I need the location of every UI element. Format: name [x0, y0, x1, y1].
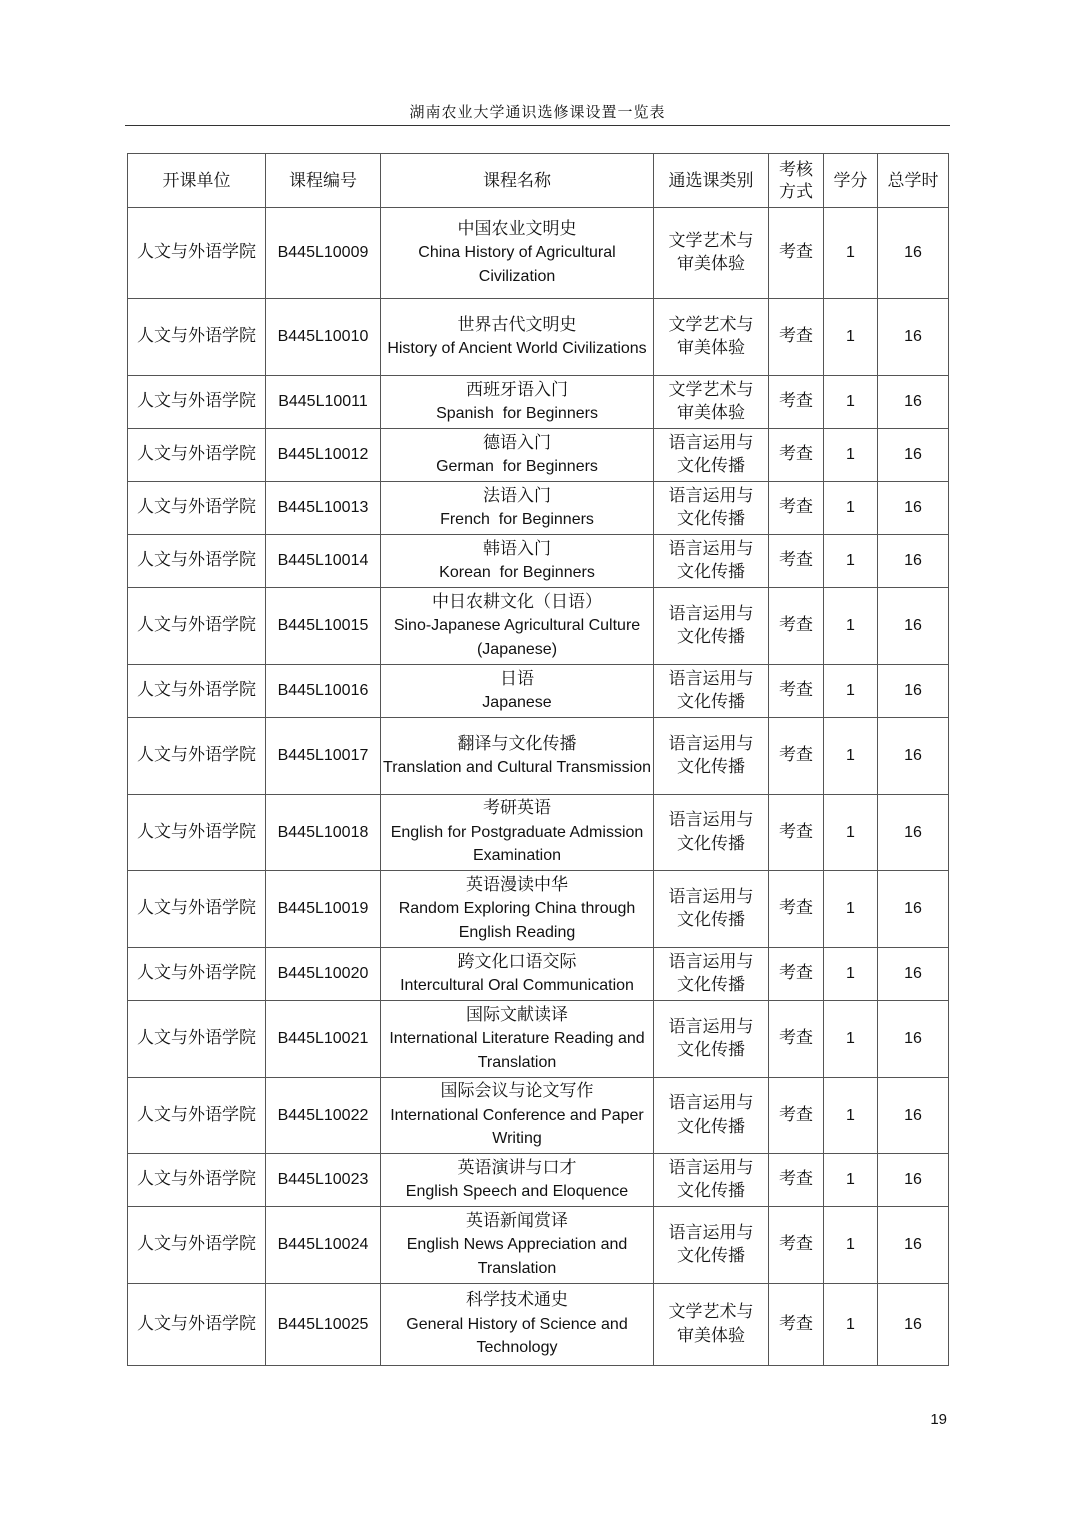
category-cell: 语言运用与文化传播	[654, 948, 769, 1001]
course-name-zh: 英语漫读中华	[466, 874, 568, 895]
column-header: 总学时	[878, 154, 949, 208]
course-name-en: Japanese	[482, 694, 552, 711]
course-name-zh: 考研英语	[483, 798, 551, 819]
table-row	[128, 376, 949, 429]
course-name-cell	[381, 795, 654, 871]
credit-cell: 1	[824, 299, 878, 376]
course-name-en: International Literature Reading and Translation	[389, 1030, 649, 1071]
table-row	[128, 588, 949, 665]
code-cell: B445L10019	[266, 871, 381, 948]
course-name-cell	[381, 1154, 654, 1207]
course-name-en: China History of Agricultural Civilization	[418, 244, 621, 285]
assessment-cell: 考查	[769, 1154, 824, 1207]
course-name-zh: 韩语入门	[483, 538, 551, 559]
course-name-cell	[381, 948, 654, 1001]
unit-cell: 人文与外语学院	[128, 588, 266, 665]
code-cell: B445L10015	[266, 588, 381, 665]
credit-cell: 1	[824, 795, 878, 871]
course-name-en: Sino-Japanese Agricultural Culture (Japanese)	[393, 617, 645, 658]
code-cell: B445L10013	[266, 482, 381, 535]
table-row	[128, 718, 949, 795]
category-cell: 语言运用与文化传播	[654, 535, 769, 588]
assessment-cell: 考查	[769, 376, 824, 429]
category-cell: 语言运用与文化传播	[654, 665, 769, 718]
course-name-zh: 中国农业文明史	[457, 218, 577, 239]
table-row	[128, 1154, 949, 1207]
hours-cell: 16	[878, 482, 949, 535]
column-header: 开课单位	[128, 154, 266, 208]
unit-cell: 人文与外语学院	[128, 299, 266, 376]
course-name-zh: 西班牙语入门	[466, 379, 568, 400]
course-name-en: Korean for Beginners	[439, 564, 595, 581]
course-name-cell	[381, 665, 654, 718]
category-cell: 文学艺术与审美体验	[654, 376, 769, 429]
category-cell: 语言运用与文化传播	[654, 429, 769, 482]
course-name-cell	[381, 588, 654, 665]
table-row	[128, 535, 949, 588]
hours-cell: 16	[878, 429, 949, 482]
table-row	[128, 1001, 949, 1078]
course-name-cell	[381, 1001, 654, 1078]
assessment-cell: 考查	[769, 948, 824, 1001]
assessment-cell: 考查	[769, 1001, 824, 1078]
code-cell: B445L10014	[266, 535, 381, 588]
category-cell: 语言运用与文化传播	[654, 1154, 769, 1207]
table-body	[128, 208, 949, 1366]
credit-cell: 1	[824, 482, 878, 535]
course-name-cell	[381, 299, 654, 376]
running-header: 湖南农业大学通识选修课设置一览表	[409, 103, 666, 121]
header-rule	[125, 125, 950, 126]
table-row	[128, 665, 949, 718]
course-name-cell	[381, 376, 654, 429]
hours-cell: 16	[878, 1078, 949, 1154]
course-name-en: History of Ancient World Civilizations	[387, 340, 647, 357]
assessment-cell: 考查	[769, 299, 824, 376]
hours-cell: 16	[878, 665, 949, 718]
unit-cell: 人文与外语学院	[128, 376, 266, 429]
course-name-zh: 翻译与文化传播	[457, 733, 577, 754]
credit-cell: 1	[824, 1001, 878, 1078]
credit-cell: 1	[824, 948, 878, 1001]
course-name-en: General History of Science and Technology	[406, 1315, 632, 1357]
unit-cell: 人文与外语学院	[128, 208, 266, 299]
hours-cell: 16	[878, 1284, 949, 1366]
column-header: 考核方式	[769, 154, 824, 208]
code-cell: B445L10018	[266, 795, 381, 871]
course-name-zh: 跨文化口语交际	[457, 951, 577, 972]
course-name-zh: 法语入门	[483, 485, 551, 506]
course-name-zh: 德语入门	[483, 432, 551, 453]
unit-cell: 人文与外语学院	[128, 535, 266, 588]
course-name-zh: 英语新闻赏译	[466, 1210, 568, 1231]
course-name-en: Translation and Cultural Transmission	[383, 759, 651, 776]
category-cell: 语言运用与文化传播	[654, 871, 769, 948]
table-row	[128, 299, 949, 376]
code-cell: B445L10009	[266, 208, 381, 299]
assessment-cell: 考查	[769, 718, 824, 795]
table-row	[128, 429, 949, 482]
column-header: 学分	[824, 154, 878, 208]
category-cell: 语言运用与文化传播	[654, 482, 769, 535]
category-cell: 语言运用与文化传播	[654, 795, 769, 871]
credit-cell: 1	[824, 665, 878, 718]
unit-cell: 人文与外语学院	[128, 1284, 266, 1366]
category-cell: 语言运用与文化传播	[654, 588, 769, 665]
credit-cell: 1	[824, 1078, 878, 1154]
category-cell: 文学艺术与审美体验	[654, 299, 769, 376]
hours-cell: 16	[878, 588, 949, 665]
course-name-zh: 国际会议与论文写作	[440, 1081, 594, 1102]
assessment-cell: 考查	[769, 588, 824, 665]
course-name-en: International Conference and Paper Writing	[390, 1106, 649, 1148]
assessment-cell: 考查	[769, 535, 824, 588]
hours-cell: 16	[878, 535, 949, 588]
course-name-en: German for Beginners	[436, 458, 598, 475]
column-header: 通选课类别	[654, 154, 769, 208]
code-cell: B445L10021	[266, 1001, 381, 1078]
table-row	[128, 1207, 949, 1284]
category-cell: 语言运用与文化传播	[654, 1207, 769, 1284]
hours-cell: 16	[878, 1207, 949, 1284]
credit-cell: 1	[824, 1207, 878, 1284]
course-name-en: Intercultural Oral Communication	[400, 977, 634, 994]
category-cell: 语言运用与文化传播	[654, 718, 769, 795]
table-row	[128, 871, 949, 948]
assessment-cell: 考查	[769, 1284, 824, 1366]
category-cell: 语言运用与文化传播	[654, 1001, 769, 1078]
course-table	[127, 153, 949, 1366]
unit-cell: 人文与外语学院	[128, 1207, 266, 1284]
unit-cell: 人文与外语学院	[128, 665, 266, 718]
code-cell: B445L10012	[266, 429, 381, 482]
course-name-zh: 国际文献读译	[466, 1004, 568, 1025]
unit-cell: 人文与外语学院	[128, 1154, 266, 1207]
category-cell: 文学艺术与审美体验	[654, 208, 769, 299]
code-cell: B445L10022	[266, 1078, 381, 1154]
hours-cell: 16	[878, 795, 949, 871]
code-cell: B445L10020	[266, 948, 381, 1001]
code-cell: B445L10024	[266, 1207, 381, 1284]
course-name-cell	[381, 1284, 654, 1366]
hours-cell: 16	[878, 376, 949, 429]
course-name-zh: 日语	[500, 668, 534, 689]
unit-cell: 人文与外语学院	[128, 795, 266, 871]
course-name-zh: 世界古代文明史	[457, 314, 577, 335]
code-cell: B445L10016	[266, 665, 381, 718]
course-name-en: Random Exploring China through English Reading	[398, 900, 640, 941]
credit-cell: 1	[824, 1284, 878, 1366]
table-header-row	[128, 154, 949, 208]
credit-cell: 1	[824, 1154, 878, 1207]
code-cell: B445L10017	[266, 718, 381, 795]
code-cell: B445L10023	[266, 1154, 381, 1207]
assessment-cell: 考查	[769, 482, 824, 535]
column-header: 课程名称	[381, 154, 654, 208]
course-name-en: English Speech and Eloquence	[405, 1183, 629, 1200]
unit-cell: 人文与外语学院	[128, 871, 266, 948]
hours-cell: 16	[878, 299, 949, 376]
page-number: 19	[930, 1411, 947, 1428]
unit-cell: 人文与外语学院	[128, 1001, 266, 1078]
assessment-cell: 考查	[769, 795, 824, 871]
table-row	[128, 1078, 949, 1154]
course-name-zh: 中日农耕文化（日语）	[432, 591, 602, 612]
hours-cell: 16	[878, 948, 949, 1001]
assessment-cell: 考查	[769, 208, 824, 299]
code-cell: B445L10010	[266, 299, 381, 376]
table-row	[128, 208, 949, 299]
credit-cell: 1	[824, 718, 878, 795]
course-name-cell	[381, 429, 654, 482]
credit-cell: 1	[824, 429, 878, 482]
table-row	[128, 1284, 949, 1366]
column-header: 课程编号	[266, 154, 381, 208]
credit-cell: 1	[824, 208, 878, 299]
credit-cell: 1	[824, 376, 878, 429]
hours-cell: 16	[878, 1154, 949, 1207]
unit-cell: 人文与外语学院	[128, 1078, 266, 1154]
hours-cell: 16	[878, 1001, 949, 1078]
course-name-zh: 科学技术通史	[466, 1290, 568, 1311]
course-name-en: Spanish for Beginners	[436, 405, 598, 422]
table-row	[128, 482, 949, 535]
course-name-en: English for Postgraduate Admission Examination	[390, 823, 648, 865]
course-name-cell	[381, 535, 654, 588]
unit-cell: 人文与外语学院	[128, 482, 266, 535]
course-name-cell	[381, 1207, 654, 1284]
category-cell: 语言运用与文化传播	[654, 1078, 769, 1154]
credit-cell: 1	[824, 588, 878, 665]
table-row	[128, 795, 949, 871]
table-row	[128, 948, 949, 1001]
assessment-cell: 考查	[769, 665, 824, 718]
assessment-cell: 考查	[769, 1078, 824, 1154]
course-name-cell	[381, 718, 654, 795]
assessment-cell: 考查	[769, 871, 824, 948]
course-name-cell	[381, 1078, 654, 1154]
code-cell: B445L10011	[266, 376, 381, 429]
hours-cell: 16	[878, 718, 949, 795]
hours-cell: 16	[878, 208, 949, 299]
unit-cell: 人文与外语学院	[128, 429, 266, 482]
course-name-zh: 英语演讲与口才	[457, 1157, 577, 1178]
assessment-cell: 考查	[769, 429, 824, 482]
course-name-cell	[381, 482, 654, 535]
course-name-en: English News Appreciation and Translation	[406, 1236, 632, 1277]
course-name-en: French for Beginners	[440, 511, 594, 528]
hours-cell: 16	[878, 871, 949, 948]
course-name-cell	[381, 208, 654, 299]
unit-cell: 人文与外语学院	[128, 948, 266, 1001]
course-name-cell	[381, 871, 654, 948]
unit-cell: 人文与外语学院	[128, 718, 266, 795]
credit-cell: 1	[824, 871, 878, 948]
credit-cell: 1	[824, 535, 878, 588]
category-cell: 文学艺术与审美体验	[654, 1284, 769, 1366]
assessment-cell: 考查	[769, 1207, 824, 1284]
code-cell: B445L10025	[266, 1284, 381, 1366]
